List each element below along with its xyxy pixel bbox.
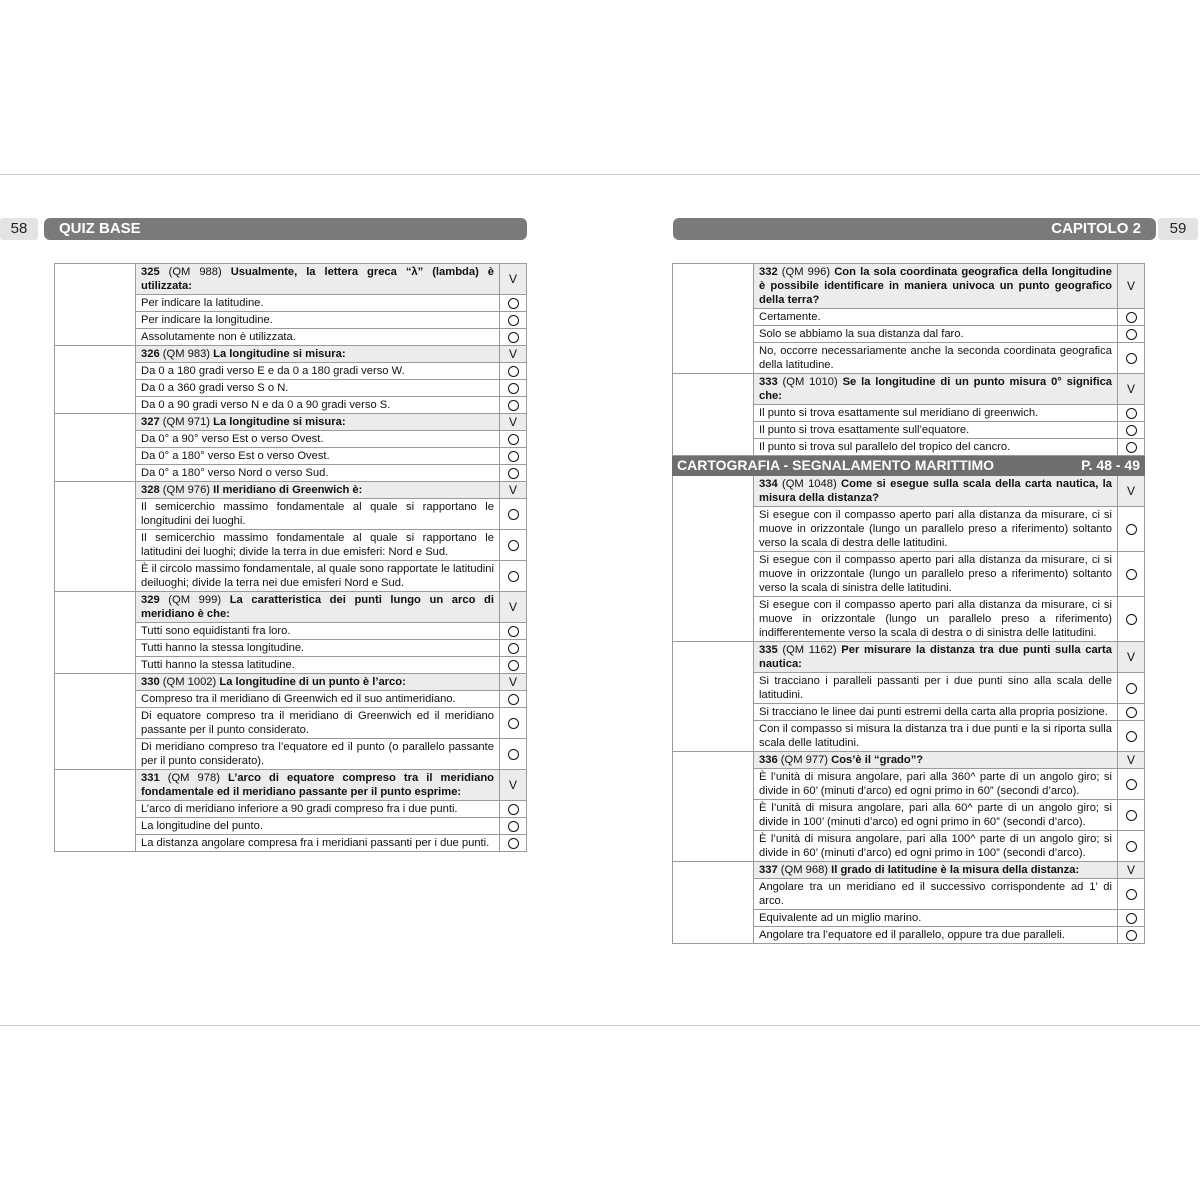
question-row <box>673 642 1145 673</box>
true-false-header: V <box>1118 862 1145 879</box>
circle-icon <box>1126 683 1137 694</box>
question-text: L’arco di equatore compreso tra il meridiano fondamentale ed il meridiano passante per il punto esprime: <box>141 772 494 798</box>
circle-icon <box>508 366 519 377</box>
notes-cell <box>55 482 136 592</box>
circle-icon <box>508 509 519 520</box>
answer-checkbox[interactable] <box>500 691 527 708</box>
question-ref: (QM 999) <box>159 594 230 606</box>
circle-icon <box>1126 312 1137 323</box>
question-cell <box>136 264 500 295</box>
true-false-header: V <box>500 264 527 295</box>
circle-icon <box>1126 810 1137 821</box>
answer-checkbox[interactable] <box>1118 831 1145 862</box>
question-row <box>55 770 527 801</box>
answer-text: Il punto si trova esattamente sull’equatore. <box>754 422 1118 439</box>
question-cell <box>754 264 1118 309</box>
notes-cell <box>673 476 754 642</box>
answer-checkbox[interactable] <box>500 397 527 414</box>
answer-checkbox[interactable] <box>1118 927 1145 944</box>
answer-text: Da 0 a 360 gradi verso S o N. <box>136 380 500 397</box>
question-cell <box>136 770 500 801</box>
answer-text: Da 0 a 180 gradi verso E e da 0 a 180 gradi verso W. <box>136 363 500 380</box>
notes-cell <box>55 770 136 852</box>
answer-checkbox[interactable] <box>500 530 527 561</box>
answer-text: Con il compasso si misura la distanza tra i due punti e la si riporta sulla scala delle latitudini. <box>754 721 1118 752</box>
answer-checkbox[interactable] <box>500 623 527 640</box>
notes-cell <box>673 642 754 752</box>
question-cell <box>754 374 1118 405</box>
question-number: 335 <box>759 644 778 656</box>
answer-checkbox[interactable] <box>1118 910 1145 927</box>
true-false-header: V <box>1118 476 1145 507</box>
circle-icon <box>508 660 519 671</box>
answer-text: Si esegue con il compasso aperto pari alla distanza da misurare, ci si muove in orizzontale (lungo un parallelo preso a riferimento) indifferentemente verso la scala di destra o di sinistra delle latitudini. <box>754 597 1118 642</box>
answer-checkbox[interactable] <box>1118 800 1145 831</box>
answer-text: Il punto si trova esattamente sul meridiano di greenwich. <box>754 405 1118 422</box>
answer-text: Tutti hanno la stessa longitudine. <box>136 640 500 657</box>
question-row <box>55 346 527 363</box>
question-ref: (QM 1048) <box>777 478 842 490</box>
question-row <box>55 674 527 691</box>
true-false-header: V <box>500 674 527 691</box>
question-text: Il grado di latitudine è la misura della distanza: <box>831 864 1080 876</box>
circle-icon <box>508 626 519 637</box>
circle-icon <box>508 838 519 849</box>
true-false-header: V <box>1118 264 1145 309</box>
page-number: 59 <box>1158 218 1198 240</box>
question-text: Usualmente, la lettera greca “λ” (lambda) è utilizzata: <box>141 266 495 292</box>
question-number: 326 <box>141 348 160 360</box>
notes-cell <box>55 592 136 674</box>
answer-checkbox[interactable] <box>500 657 527 674</box>
circle-icon <box>1126 731 1137 742</box>
question-text: La caratteristica dei punti lungo un arco di meridiano è che: <box>141 594 494 620</box>
true-false-header: V <box>1118 642 1145 673</box>
question-number: 329 <box>141 594 160 606</box>
question-number: 331 <box>141 772 160 784</box>
question-row <box>55 414 527 431</box>
question-number: 336 <box>759 754 778 766</box>
answer-text: Tutti sono equidistanti fra loro. <box>136 623 500 640</box>
circle-icon <box>1126 442 1137 453</box>
question-text: Per misurare la distanza tra due punti sulla carta nautica: <box>759 644 1112 670</box>
question-ref: (QM 983) <box>159 348 214 360</box>
true-false-header: V <box>500 592 527 623</box>
circle-icon <box>1126 614 1137 625</box>
question-ref: (QM 978) <box>159 772 229 784</box>
question-cell <box>136 346 500 363</box>
question-cell <box>754 642 1118 673</box>
question-row <box>55 264 527 295</box>
question-text: La longitudine si misura: <box>213 348 346 360</box>
question-row <box>673 264 1145 309</box>
question-cell <box>136 592 500 623</box>
question-row <box>55 482 527 499</box>
answer-text: Da 0° a 180° verso Est o verso Ovest. <box>136 448 500 465</box>
question-ref: (QM 1162) <box>777 644 842 656</box>
question-row <box>673 374 1145 405</box>
circle-icon <box>1126 889 1137 900</box>
answer-text: Il semicerchio massimo fondamentale al quale si rapportano le latitudini dei luoghi; divide la terra in due emisferi: Nord e Sud. <box>136 530 500 561</box>
circle-icon <box>508 694 519 705</box>
circle-icon <box>1126 569 1137 580</box>
answer-checkbox[interactable] <box>1118 704 1145 721</box>
answer-text: Per indicare la longitudine. <box>136 312 500 329</box>
answer-checkbox[interactable] <box>1118 326 1145 343</box>
circle-icon <box>508 718 519 729</box>
circle-icon <box>508 383 519 394</box>
question-cell <box>136 674 500 691</box>
question-number: 337 <box>759 864 778 876</box>
answer-checkbox[interactable] <box>500 312 527 329</box>
question-row <box>673 476 1145 507</box>
circle-icon <box>1126 779 1137 790</box>
answer-text: Di meridiano compreso tra l’equatore ed il punto (o parallelo passante per il punto considerato). <box>136 739 500 770</box>
answer-checkbox[interactable] <box>500 739 527 770</box>
circle-icon <box>508 571 519 582</box>
answer-checkbox[interactable] <box>1118 769 1145 800</box>
circle-icon <box>508 540 519 551</box>
question-text: Come si esegue sulla scala della carta nautica, la misura della distanza? <box>759 478 1112 504</box>
question-row <box>55 592 527 623</box>
section-title: CARTOGRAFIA - SEGNALAMENTO MARITTIMO <box>677 457 995 473</box>
answer-text: La distanza angolare compresa fra i meridiani passanti per i due punti. <box>136 835 500 852</box>
circle-icon <box>508 434 519 445</box>
answer-checkbox[interactable] <box>500 431 527 448</box>
answer-checkbox[interactable] <box>500 708 527 739</box>
circle-icon <box>508 643 519 654</box>
circle-icon <box>508 749 519 760</box>
question-number: 325 <box>141 266 160 278</box>
answer-text: Di equatore compreso tra il meridiano di Greenwich ed il meridiano passante per il punto considerato. <box>136 708 500 739</box>
circle-icon <box>508 468 519 479</box>
answer-checkbox[interactable] <box>500 295 527 312</box>
question-ref: (QM 971) <box>159 416 214 428</box>
answer-checkbox[interactable] <box>1118 597 1145 642</box>
quiz-table-right <box>672 263 1145 944</box>
answer-text: Il semicerchio massimo fondamentale al quale si rapportano le longitudini dei luoghi. <box>136 499 500 530</box>
true-false-header: V <box>500 482 527 499</box>
answer-text: Compreso tra il meridiano di Greenwich ed il suo antimeridiano. <box>136 691 500 708</box>
question-ref: (QM 977) <box>777 754 832 766</box>
circle-icon <box>508 821 519 832</box>
right-page <box>600 175 1200 1025</box>
question-number: 330 <box>141 676 160 688</box>
answer-checkbox[interactable] <box>500 835 527 852</box>
question-cell <box>754 476 1118 507</box>
answer-checkbox[interactable] <box>1118 507 1145 552</box>
section-pages: P. 48 - 49 <box>1081 457 1140 473</box>
notes-cell <box>673 862 754 944</box>
answer-text: Si tracciano i paralleli passanti per i due punti sino alla scala delle latitudini. <box>754 673 1118 704</box>
page-header: QUIZ BASE <box>44 218 527 240</box>
answer-checkbox[interactable] <box>1118 673 1145 704</box>
answer-text: Da 0° a 90° verso Est o verso Ovest. <box>136 431 500 448</box>
question-ref: (QM 968) <box>777 864 832 876</box>
notes-cell <box>673 264 754 374</box>
circle-icon <box>1126 425 1137 436</box>
question-number: 333 <box>759 376 778 388</box>
page-number: 58 <box>0 218 38 240</box>
true-false-header: V <box>1118 374 1145 405</box>
answer-text: Equivalente ad un miglio marino. <box>754 910 1118 927</box>
answer-text: Tutti hanno la stessa latitudine. <box>136 657 500 674</box>
notes-cell <box>673 374 754 456</box>
question-text: La longitudine si misura: <box>213 416 346 428</box>
question-text: Con la sola coordinata geografica della longitudine è possibile identificare in maniera univoca un punto geografico della terra? <box>759 266 1112 306</box>
question-row <box>673 862 1145 879</box>
answer-text: Certamente. <box>754 309 1118 326</box>
notes-cell <box>55 414 136 482</box>
true-false-header: V <box>500 346 527 363</box>
circle-icon <box>1126 329 1137 340</box>
question-ref: (QM 988) <box>159 266 231 278</box>
answer-checkbox[interactable] <box>1118 552 1145 597</box>
circle-icon <box>1126 353 1137 364</box>
answer-checkbox[interactable] <box>500 818 527 835</box>
answer-text: Da 0 a 90 gradi verso N e da 0 a 90 gradi verso S. <box>136 397 500 414</box>
answer-checkbox[interactable] <box>500 640 527 657</box>
true-false-header: V <box>500 414 527 431</box>
answer-checkbox[interactable] <box>1118 879 1145 910</box>
page-header: CAPITOLO 2 <box>673 218 1156 240</box>
section-header-row <box>673 456 1145 476</box>
true-false-header: V <box>1118 752 1145 769</box>
left-page <box>0 175 600 1025</box>
question-cell <box>754 862 1118 879</box>
answer-checkbox[interactable] <box>1118 439 1145 456</box>
question-number: 332 <box>759 266 778 278</box>
true-false-header: V <box>500 770 527 801</box>
answer-checkbox[interactable] <box>500 561 527 592</box>
question-cell <box>136 414 500 431</box>
circle-icon <box>1126 408 1137 419</box>
answer-text: Si esegue con il compasso aperto pari alla distanza da misurare, ci si muove in orizzontale (lungo un parallelo preso a riferimento) soltanto verso la scala di destra delle latitudini. <box>754 507 1118 552</box>
circle-icon <box>508 315 519 326</box>
answer-checkbox[interactable] <box>500 363 527 380</box>
answer-checkbox[interactable] <box>500 499 527 530</box>
answer-text: Si esegue con il compasso aperto pari alla distanza da misurare, ci si muove in orizzontale (lungo un parallelo preso a riferimento) soltanto verso la scala di sinistra delle latitudini. <box>754 552 1118 597</box>
notes-cell <box>55 264 136 346</box>
question-text: Se la longitudine di un punto misura 0° significa che: <box>759 376 1113 402</box>
notes-cell <box>55 674 136 770</box>
quiz-table-left <box>54 263 527 852</box>
circle-icon <box>508 298 519 309</box>
answer-checkbox[interactable] <box>1118 721 1145 752</box>
question-ref: (QM 996) <box>777 266 835 278</box>
answer-text: Angolare tra un meridiano ed il successivo corrispondente ad 1’ di arco. <box>754 879 1118 910</box>
notes-cell <box>673 752 754 862</box>
answer-checkbox[interactable] <box>500 329 527 346</box>
answer-text: Si tracciano le linee dai punti estremi della carta alla propria posizione. <box>754 704 1118 721</box>
answer-text: Per indicare la latitudine. <box>136 295 500 312</box>
answer-text: Il punto si trova sul parallelo del tropico del cancro. <box>754 439 1118 456</box>
question-number: 334 <box>759 478 778 490</box>
notes-cell <box>55 346 136 414</box>
answer-text: No, occorre necessariamente anche la seconda coordinata geografica della latitudine. <box>754 343 1118 374</box>
answer-checkbox[interactable] <box>1118 405 1145 422</box>
answer-checkbox[interactable] <box>1118 343 1145 374</box>
circle-icon <box>1126 707 1137 718</box>
section-header <box>673 456 1145 476</box>
answer-text: L’arco di meridiano inferiore a 90 gradi compreso fra i due punti. <box>136 801 500 818</box>
answer-checkbox[interactable] <box>500 465 527 482</box>
answer-text: È l’unità di misura angolare, pari alla 360^ parte di un angolo giro; si divide in 60’ (minuti d’arco) ed ogni primo in 60” (secondi d’arco). <box>754 769 1118 800</box>
answer-checkbox[interactable] <box>1118 422 1145 439</box>
circle-icon <box>1126 913 1137 924</box>
answer-text: Angolare tra l’equatore ed il parallelo, oppure tra due paralleli. <box>754 927 1118 944</box>
question-text: La longitudine di un punto è l’arco: <box>219 676 406 688</box>
answer-checkbox[interactable] <box>1118 309 1145 326</box>
question-cell <box>136 482 500 499</box>
question-ref: (QM 976) <box>159 484 214 496</box>
circle-icon <box>508 400 519 411</box>
answer-text: È il circolo massimo fondamentale, al quale sono rapportate le latitudini deiluoghi; divide la terra nei due emisferi Nord e Sud. <box>136 561 500 592</box>
question-number: 327 <box>141 416 160 428</box>
question-ref: (QM 1002) <box>159 676 220 688</box>
circle-icon <box>508 332 519 343</box>
answer-checkbox[interactable] <box>500 801 527 818</box>
answer-checkbox[interactable] <box>500 448 527 465</box>
answer-checkbox[interactable] <box>500 380 527 397</box>
answer-text: Solo se abbiamo la sua distanza dal faro. <box>754 326 1118 343</box>
question-cell <box>754 752 1118 769</box>
circle-icon <box>1126 841 1137 852</box>
answer-text: È l’unità di misura angolare, pari alla 60^ parte di un angolo giro; si divide in 100’ (minuti d’arco) ed ogni primo in 60” (secondi d’arco). <box>754 800 1118 831</box>
question-ref: (QM 1010) <box>777 376 843 388</box>
answer-text: Assolutamente non è utilizzata. <box>136 329 500 346</box>
circle-icon <box>508 451 519 462</box>
question-text: Il meridiano di Greenwich è: <box>213 484 363 496</box>
circle-icon <box>1126 524 1137 535</box>
circle-icon <box>1126 930 1137 941</box>
circle-icon <box>508 804 519 815</box>
question-text: Cos’è il “grado”? <box>831 754 924 766</box>
book-spread <box>0 174 1200 1026</box>
answer-text: È l’unità di misura angolare, pari alla 100^ parte di un angolo giro; si divide in 60’ (minuti d’arco) ed ogni primo in 100” (secondi d’arco). <box>754 831 1118 862</box>
question-number: 328 <box>141 484 160 496</box>
answer-text: Da 0° a 180° verso Nord o verso Sud. <box>136 465 500 482</box>
answer-text: La longitudine del punto. <box>136 818 500 835</box>
question-row <box>673 752 1145 769</box>
